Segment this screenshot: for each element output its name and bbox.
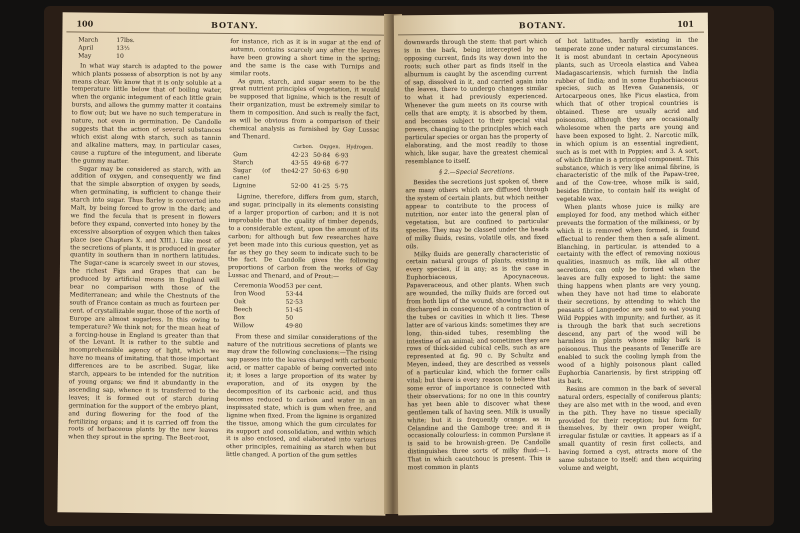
composition-table — [233, 143, 379, 192]
table-row: Starch 43·55 49·68 6·77 — [233, 158, 349, 167]
table-row: Gum 42·23 50·84 6·93 — [233, 150, 349, 159]
table-row: Oak 52·53 — [233, 298, 303, 306]
left-column-2 — [226, 38, 380, 461]
paragraph: Lignine, therefore, differs from gum, starch, and sugar, principally in its elements consisting of a larger proportion of carbon; and it is not improbable that the quality of timber depends, to a considerable extent, upon the amount of its carbon; for although but few researches have yet been made into this curious question, yet as far as they go they seem to indicate such to be the fact. De Candolle gives the following proportions of carbon from the works of Gay Lussac and Thenard, and of Prout:— — [227, 193, 379, 281]
table-row: Lignine 52·00 41·25 5·75 — [232, 182, 349, 191]
left-column-1 — [68, 36, 222, 459]
wood-carbon-table — [233, 282, 377, 331]
table-row: Willow 49·80 — [233, 321, 303, 330]
table-row: Ceremonia Wood 53 per cent. — [233, 282, 323, 291]
month-row: April 13½ — [78, 44, 130, 52]
paragraph: Milky fluids are generally characteristic of certain natural groups of plants, existing in every species, if in any; as is the case in Euphorbiaceous, Apocynaceous, Papaveraceous, and other plants. When such are wounded, the milky fluids are forced out from both lips of the wound, showing that it is discharged in consequence of a contraction of the tubes or cavities in which it lies. These latter are of various kinds: sometimes they are long, thin-sided tubes, resembling the intestine of an animal; and sometimes they are rows of thick-sided cubical cells, such as are represented at fig. 90 c. By Schultz and Meyen, indeed, they are described as vessels of a particular kind, which the former calls vital; but there is every reason to believe that some error of importance is connected with their observations; for no one in this country has yet been able to discover what these gentlemen talk of having seen. Milk is usually white; but it is frequently orange, as in Celandine and the Gamboge tree; and it is occasionally colourless: in common Purslane it is said to be brownish-green. De Candolle distinguishes three sorts of milky fluid:—1. That in which caoutchouc is present. This is most common in plants — [405, 249, 551, 472]
paragraph: In what way starch is adapted to the power which plants possess of absorption is not by any means clear. We know that it is only soluble at a temperature little below that of boiling water, when the organic integument of each little grain bursts, and allows the gummy matter it contains to flow out; but we have no such temperature in nature, not even in germination. De Candolle suggests that the action of several substances which exist along with starch, such as tannin and alkaline matters, may, in particular cases, cause a rupture of the integument, and liberate the gummy matter. — [71, 62, 223, 165]
right-column-1 — [404, 38, 551, 474]
table-row: Beech 51·45 — [233, 306, 303, 314]
paragraph: Sugar may be considered as starch, with an addition of oxygen, and consequently we find that the simple absorption of oxygen by seeds, when germinating, is sufficient to change their starch into sugar. Thus Barley is converted into Malt, by being forced to grow in the dark; and we find the fecula that is present in flowers before they expand, converted into honey by the excessive absorption of oxygen which then takes place (see Chapters X. and XIII.). Like most of the secretions of plants, it is produced in greater quantity in southern than in northern latitudes. The Sugar-cane is scarcely sweet in our stoves, the richest Figs and Grapes that can be produced by artificial means in England will bear no comparison with those of the Mediterranean; and while the Chestnuts of the south of France contain as much as fourteen per cent. of crystallizable sugar, those of the north of Europe are almost sugarless. In this owing to temperature? We think not; for the mean heat of a forcing-house in England is greater than that of the Levant. It is rather to the subtle and incomprehensible agency of light, which we have no means of imitating, that those important differences are to be ascribed. Sugar, like starch, appears to be intended for the nutrition of young organs; we find it abundantly in the ascending sap, whence it is transferred to the leaves; it is formed out of starch during germination for the support of the embryo plant, and during flowering for the food of the fertilizing organs; and it is carried off from the roots of herbaceous plants by the new leaves when they sprout in the spring. The Beet-root, — [68, 164, 222, 443]
right-page-header — [398, 13, 704, 36]
month-row: May 10 — [78, 52, 124, 60]
table-row: Sugar (of the cane) 42·27 50·63 6·90 — [232, 166, 349, 182]
right-page-number: 101 — [677, 18, 694, 29]
right-column-2 — [555, 37, 702, 473]
paragraph: Resins are common in the bark of several natural orders, especially of coniferous plants; they are also met with in the wood, and even in the pith. They have no tissue specially provided for their reception; but form for themselves, by their own proper weight, irregular fistulæ or cavities. It appears as if a small quantity of resin first collects, and having formed a cyst, attracts more of the same substance to itself; and then acquiring volume and weight, — [558, 384, 702, 472]
left-page — [57, 12, 390, 515]
month-row: March 17lbs. — [78, 36, 135, 45]
left-running-title: BOTANY. — [211, 19, 259, 31]
paragraph: of hot latitudes, hardly existing in the temperate zone under natural circumstances. It is most abundant in certain Apocyneous plants, such as Urceola elastica and Vahea Madagascariensis, which furnish the India rubber of India; and in some Euphorbiaceous species, such as Hevea Guianensis, or Artocarpeous ones, like Ficus elastica, from which that of other tropical countries is obtained. These are usually acrid and poisonous, although they are occasionally wholesome when the parts are young and have been exposed to light. 2. Narcotic milk, in which opium is an essential ingredient, such as is met with in Poppies; and 3. A sort, of which fibrine is a principal component. This substance, which is very like animal fibrine, is characteristic of the milk of the Papaw-tree, and of the Cow-tree, whose milk is said, besides fibrine, to contain half its weight of vegetable wax. — [555, 36, 700, 204]
month-table — [78, 36, 222, 61]
table-row: Box 50 — [233, 313, 294, 322]
section-heading: § 2.—Special Secretions. — [439, 167, 515, 176]
paragraph: As gum, starch, and sugar seem to be the great nutrient principles of vegetation, it would be supposed that lignine, which is the result of their organization, must be extremely similar to them in composition. And such is really the fact, as will be obvious from a comparison of their chemical analysis as furnished by Gay Lussac and Thenard. — [229, 77, 380, 141]
paragraph: From these and similar considerations of the nature of the nutritious secretions of plants we may draw the following conclusions:—The rising sap passes into the leaves charged with carbonic acid, or matter capable of being converted into it; it loses a large proportion of its water by evaporation, and of its oxygen by the decomposition of its carbonic acid, and thus becomes reduced to carbon and water in an inspissated state, which is gum when free, and lignine when fixed. From the lignine is organized the tissue, among which the gum circulates for its support and consolidation, and within which it is also enclosed, and elaborated into various other principles, remaining as starch when but little changed. A portion of the gum settles — [225, 332, 378, 460]
table-row: Iron Wood 53·44 — [233, 290, 303, 298]
composition-table-header: Carbon. Oxygen. Hydrogen. — [293, 143, 373, 151]
paragraph: for instance, rich as it is in sugar at the end of autumn, contains scarcely any after the leaves have been growing a short time in the spring; and the same is the case with Turnips and similar roots. — [229, 38, 381, 78]
paragraph: Besides the secretions just spoken of, there are many others which are diffused through the system of certain plants, but which neither appear to contribute to the process of nutrition, nor enter into the general plan of vegetation, but are confined to particular species. They may be classed under the heads of milky fluids, resins, volatile oils, and fixed oils. — [405, 178, 549, 250]
right-running-title: BOTANY. — [518, 19, 567, 31]
paragraph: When plants whose juice is milky are employed for food, any method which either prevents the formation of the milkiness, or by which it is removed when formed, is found effectual to render them then a safe aliment. Blanching, in particular, is attended to a certainty with the effect of removing noxious qualities, inasmuch as milk, like all other secretions, can only be formed when the leaves are fully exposed to light: the same thing happens when plants are very young, when they have not had time to elaborate their secretions, by attending to which the peasants of Languedoc are said to eat young Wild Poppies with impunity; and further, as it is through the bark that such secretions descend, any part of the wood will be harmless in plants whose milky bark is poisonous. Thus the peasants of Teneriffe are enabled to suck the cooling lymph from the wood of a highly poisonous plant called Euphorbia Canariensis, by first stripping off its bark. — [556, 202, 701, 385]
right-page — [394, 13, 712, 516]
left-page-number: 100 — [76, 18, 94, 29]
paragraph: downwards through the stem: that part which is in the bark, being intercepted by no opposing current, finds its way down into the roots; such other part as finds itself in the alburnum is caught by the ascending current of sap, dissolved in it, and carried again into the leaves, there to undergo changes similar to what it had previously experienced. Whenever the gum meets on its course with cells that are empty, it is absorbed by them, and becomes subject to their special vital powers, changing to the principles which each particular species or organ has the property of elaborating, and the most readily to those which, like sugar, have the greatest chemical resemblance to itself. — [404, 38, 549, 165]
